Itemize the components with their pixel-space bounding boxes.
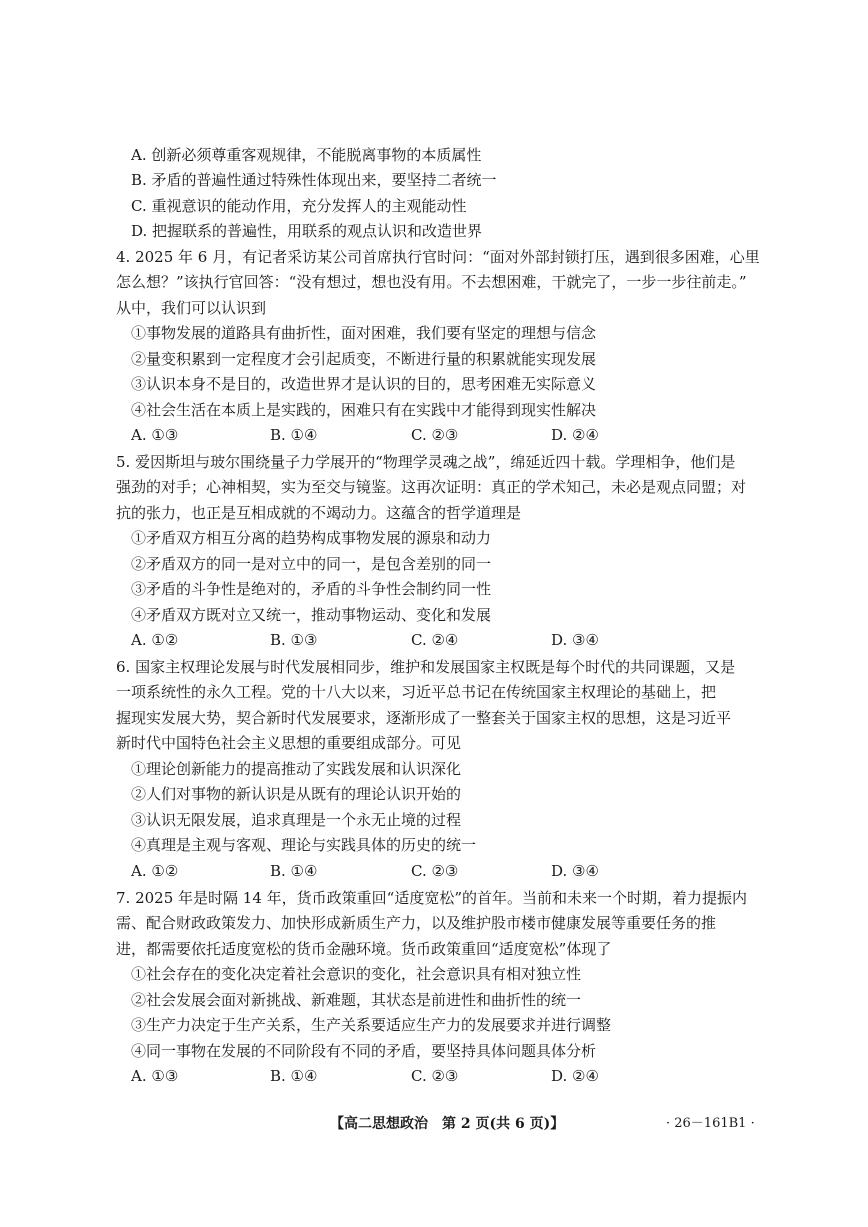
q5-item-2: ②矛盾双方的同一是对立中的同一，是包含差别的同一 xyxy=(131,555,492,573)
q5-choice-a: A. ①② xyxy=(131,631,179,649)
q7-choice-c: C. ②③ xyxy=(411,1067,459,1085)
q4-stem-line-1: 4. 2025 年 6 月，有记者采访某公司首席执行官时问：“面对外部封锁打压，遇到很多困难，心里 xyxy=(116,248,760,266)
q6-item-2: ②人们对事物的新认识是从既有的理论认识开始的 xyxy=(131,785,462,803)
q4-stem-line-3: 从中，我们可以认识到 xyxy=(116,299,267,317)
q7-stem-line-3: 进，都需要依托适度宽松的货币金融环境。货币政策重回“适度宽松”体现了 xyxy=(116,940,612,958)
q7-stem-line-1: 7. 2025 年是时隔 14 年，货币政策重回“适度宽松”的首年。当前和未来一个时期，着力提振内 xyxy=(116,889,747,907)
q7-choice-d: D. ②④ xyxy=(551,1067,599,1085)
q4-item-1: ①事物发展的道路具有曲折性，面对困难，我们要有坚定的理想与信念 xyxy=(131,324,597,342)
q6-choice-a: A. ①② xyxy=(131,862,179,880)
footer-exam-code: · 26－161B1 · xyxy=(666,1116,755,1131)
q7-item-3: ③生产力决定于生产关系，生产关系要适应生产力的发展要求并进行调整 xyxy=(131,1016,612,1034)
q7-item-4: ④同一事物在发展的不同阶段有不同的矛盾，要坚持具体问题具体分析 xyxy=(131,1042,597,1060)
q3-option-d: D. 把握联系的普遍性，用联系的观点认识和改造世界 xyxy=(131,222,483,240)
q4-item-2: ②量变积累到一定程度才会引起质变，不断进行量的积累就能实现发展 xyxy=(131,350,597,368)
q3-option-c: C. 重视意识的能动作用，充分发挥人的主观能动性 xyxy=(131,197,467,215)
q4-stem-line-2: 怎么想？”该执行官回答：“没有想过，想也没有用。不去想困难，干就完了，一步一步往前走。” xyxy=(116,273,747,291)
q4-choice-b: B. ①④ xyxy=(270,426,318,444)
q5-item-1: ①矛盾双方相互分离的趋势构成事物发展的源泉和动力 xyxy=(131,529,492,547)
q4-choice-a: A. ①③ xyxy=(131,426,179,444)
q6-stem-line-1: 6. 国家主权理论发展与时代发展相同步，维护和发展国家主权既是每个时代的共同课题，又是 xyxy=(116,658,736,676)
q5-stem-line-2: 强劲的对手；心神相契，实为至交与镜鉴。这再次证明：真正的学术知己，未必是观点同盟；对 xyxy=(116,478,747,496)
footer-page-info: 【高二思想政治 第 2 页(共 6 页)】 xyxy=(330,1116,565,1132)
q5-item-3: ③矛盾的斗争性是绝对的，矛盾的斗争性会制约同一性 xyxy=(131,580,492,598)
q6-item-1: ①理论创新能力的提高推动了实践发展和认识深化 xyxy=(131,760,462,778)
q6-item-3: ③认识无限发展，追求真理是一个永无止境的过程 xyxy=(131,811,462,829)
page-footer xyxy=(0,1113,868,1135)
q3-option-b: B. 矛盾的普遍性通过特殊性体现出来，要坚持二者统一 xyxy=(131,171,497,189)
q7-item-2: ②社会发展会面对新挑战、新难题，其状态是前进性和曲折性的统一 xyxy=(131,991,582,1009)
q4-choice-c: C. ②③ xyxy=(411,426,459,444)
q3-option-a: A. 创新必须尊重客观规律，不能脱离事物的本质属性 xyxy=(131,146,482,164)
q5-choice-c: C. ②④ xyxy=(411,631,459,649)
q6-stem-line-4: 新时代中国特色社会主义思想的重要组成部分。可见 xyxy=(116,734,462,752)
q6-choice-c: C. ②③ xyxy=(411,862,459,880)
q5-stem-line-1: 5. 爱因斯坦与玻尔围绕量子力学展开的“物理学灵魂之战”，绵延近四十载。学理相争，他们是 xyxy=(116,453,736,471)
q6-stem-line-3: 握现实发展大势，契合新时代发展要求，逐渐形成了一整套关于国家主权的思想，这是习近平 xyxy=(116,709,732,727)
q6-choice-d: D. ③④ xyxy=(551,862,599,880)
q4-item-4: ④社会生活在本质上是实践的，困难只有在实践中才能得到现实性解决 xyxy=(131,401,597,419)
q5-item-4: ④矛盾双方既对立又统一，推动事物运动、变化和发展 xyxy=(131,606,492,624)
q4-choice-d: D. ②④ xyxy=(551,426,599,444)
q4-item-3: ③认识本身不是目的，改造世界才是认识的目的，思考困难无实际意义 xyxy=(131,375,597,393)
q7-stem-line-2: 需、配合财政政策发力、加快形成新质生产力，以及维护股市楼市健康发展等重要任务的推 xyxy=(116,914,717,932)
q5-stem-line-3: 抗的张力，也正是互相成就的不竭动力。这蕴含的哲学道理是 xyxy=(116,504,522,522)
q7-item-1: ①社会存在的变化决定着社会意识的变化，社会意识具有相对独立性 xyxy=(131,965,582,983)
q5-choice-d: D. ③④ xyxy=(551,631,599,649)
q7-choice-a: A. ①③ xyxy=(131,1067,179,1085)
q6-item-4: ④真理是主观与客观、理论与实践具体的历史的统一 xyxy=(131,836,477,854)
q6-choice-b: B. ①④ xyxy=(270,862,318,880)
q5-choice-b: B. ①③ xyxy=(270,631,318,649)
q7-choice-b: B. ①④ xyxy=(270,1067,318,1085)
q6-stem-line-2: 一项系统性的永久工程。党的十八大以来，习近平总书记在传统国家主权理论的基础上，把 xyxy=(116,683,717,701)
